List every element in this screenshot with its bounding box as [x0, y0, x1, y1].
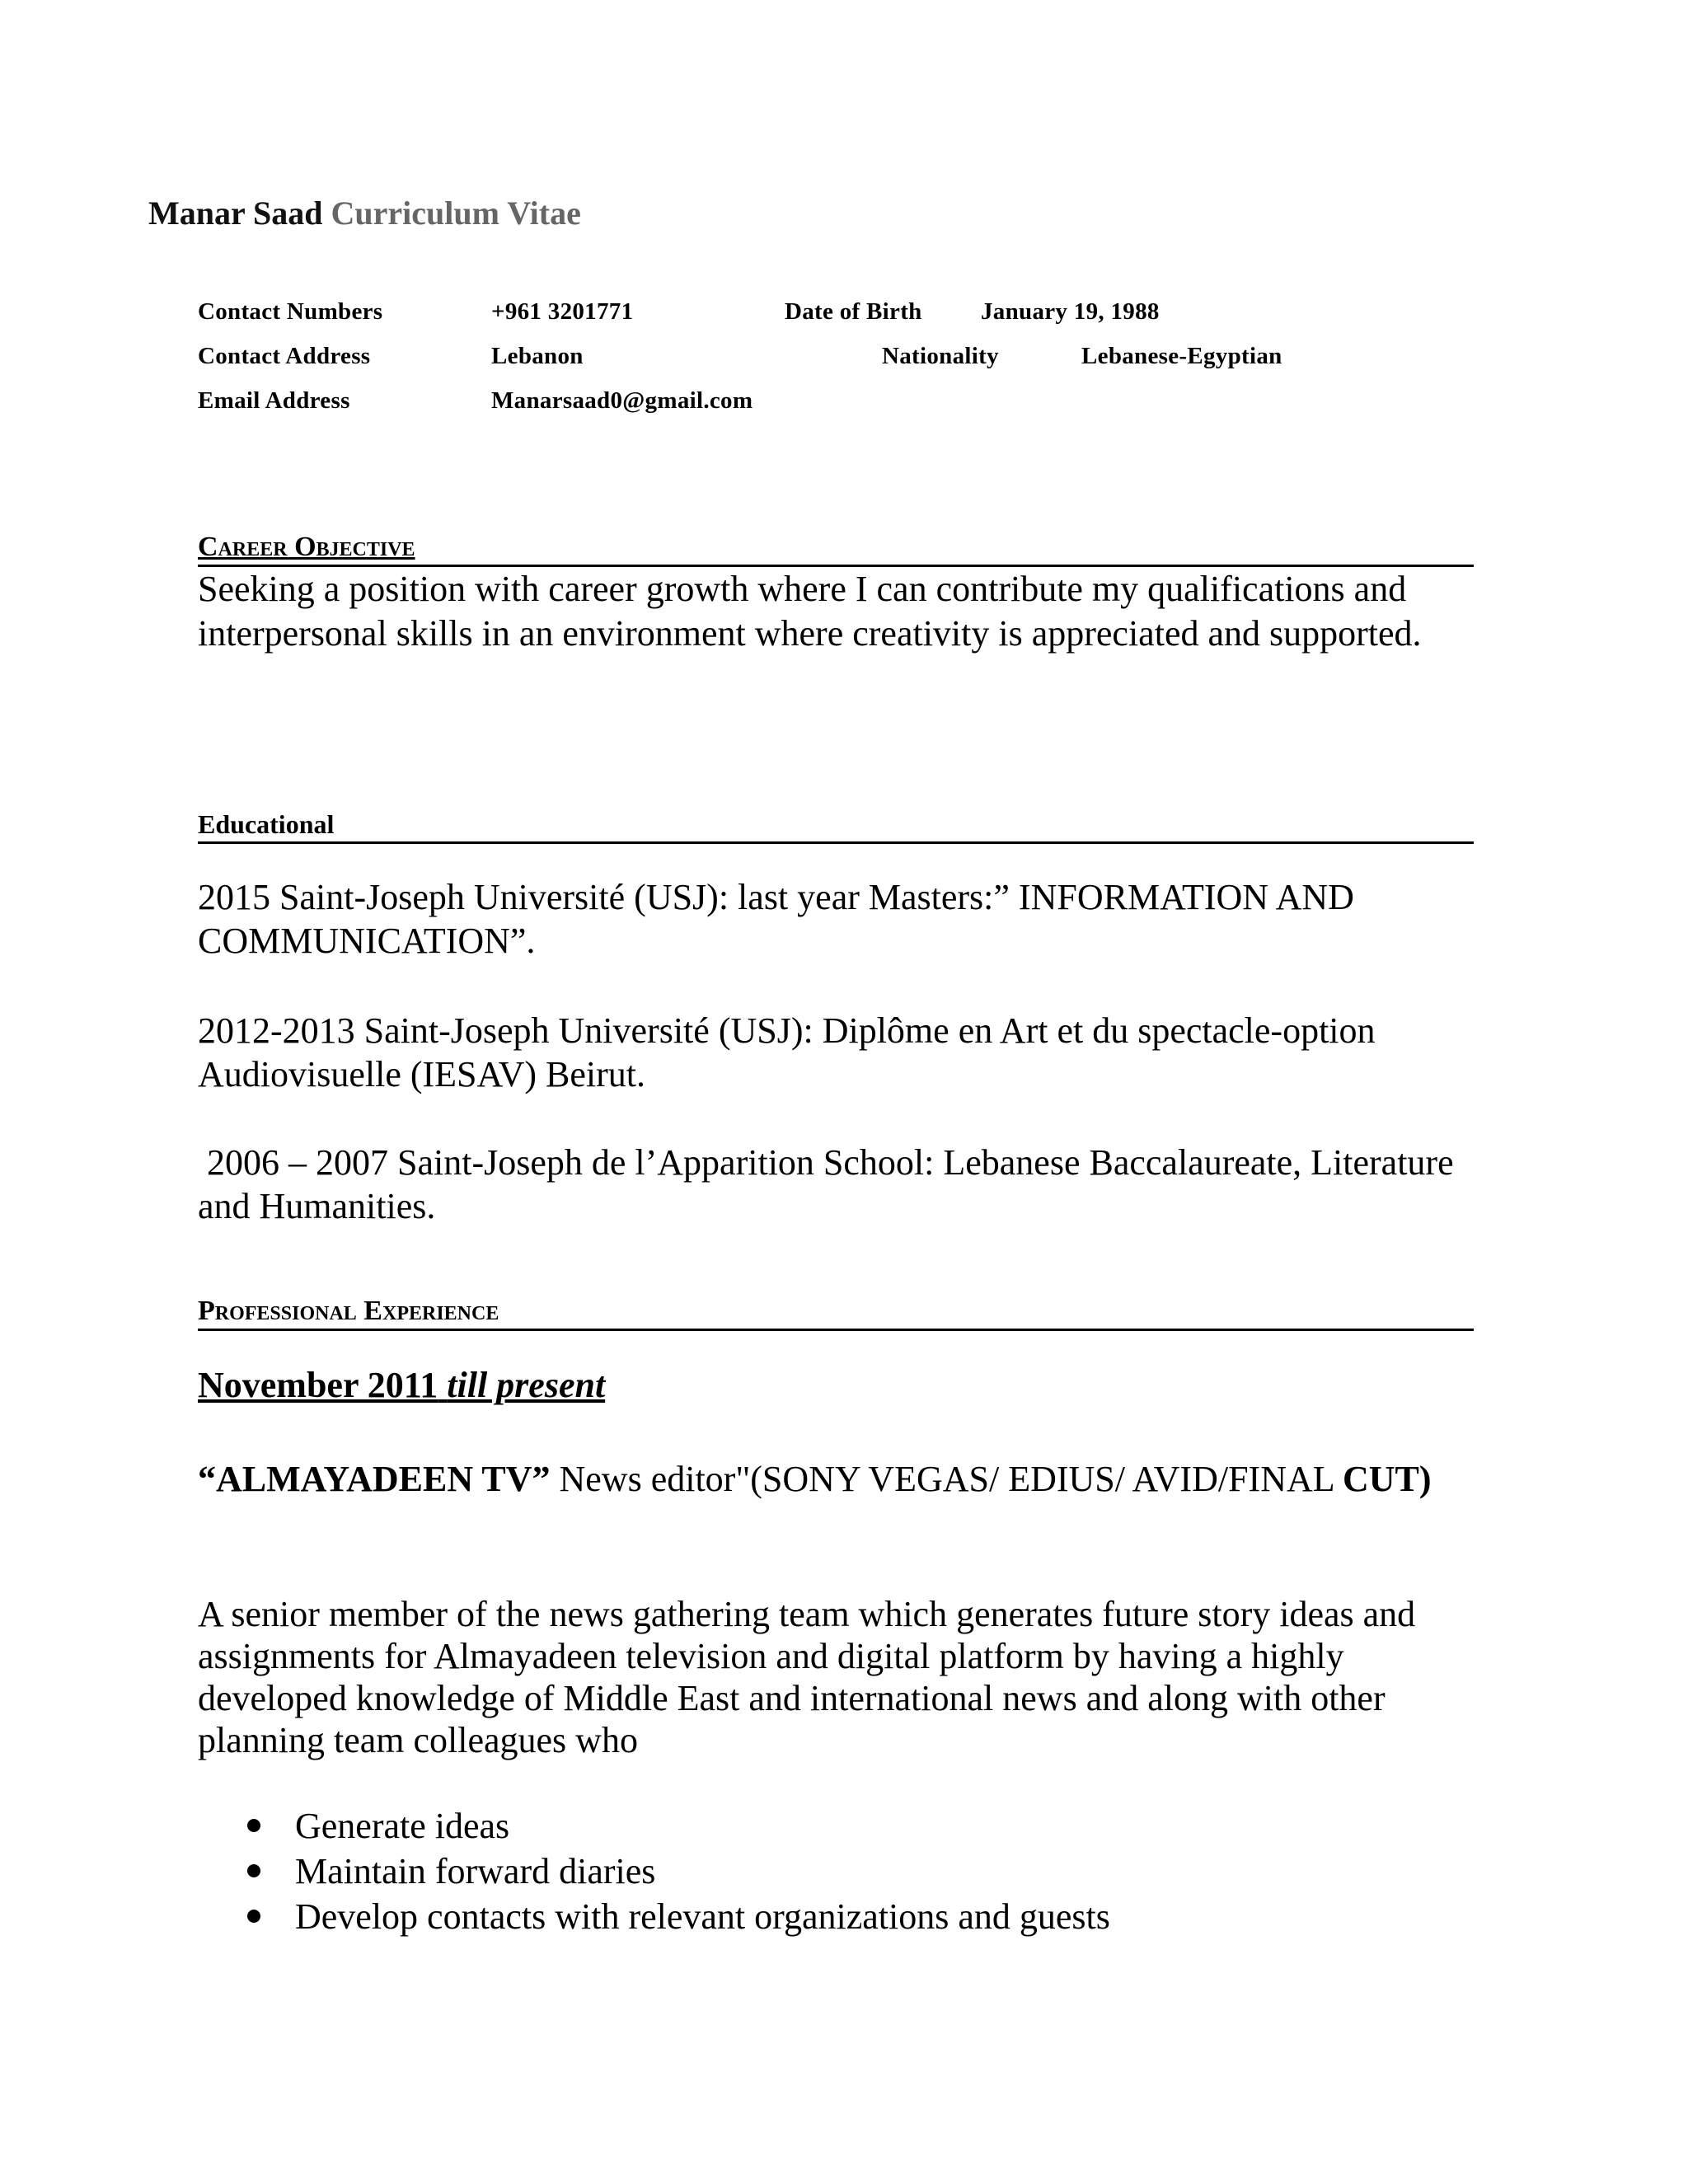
bullet-icon: [247, 1864, 260, 1877]
contact-address-value: Lebanon: [491, 343, 584, 369]
education-heading: Educational: [198, 809, 1474, 844]
education-item: 2015 Saint-Joseph Université (USJ): last year Masters:” INFORMATION AND COMMUNICATION”.: [198, 877, 1354, 961]
experience-heading: Professional Experience: [198, 1296, 1474, 1331]
period-start: November 2011: [198, 1365, 438, 1405]
employer-name: “ALMAYADEEN TV”: [198, 1459, 551, 1499]
contact-numbers-value: +961 3201771: [491, 298, 634, 325]
duties-list: [198, 1803, 1110, 1939]
list-item: [198, 1849, 1110, 1894]
duty-text: Generate ideas: [295, 1806, 510, 1846]
career-objective-heading: [198, 532, 1474, 567]
experience-period: [198, 1364, 605, 1406]
bullet-icon: [247, 1819, 260, 1832]
email-label: Email Address: [198, 387, 350, 414]
nationality-label: Nationality: [882, 343, 999, 369]
education-item: 2012-2013 Saint-Joseph Université (USJ): Diplôme en Art et du spectacle-option Audiovisuelle (IESAV) Beirut.: [198, 1010, 1376, 1094]
bullet-icon: [247, 1910, 260, 1923]
job-role-end: CUT): [1343, 1459, 1432, 1499]
employer-line: [198, 1457, 1484, 1502]
duty-text: Develop contacts with relevant organizations and guests: [295, 1896, 1110, 1937]
cv-header: [148, 194, 581, 232]
list-item: [198, 1894, 1110, 1939]
date-of-birth-label: Date of Birth: [785, 298, 922, 325]
date-of-birth-value: January 19, 1988: [981, 298, 1160, 325]
contact-numbers-label: Contact Numbers: [198, 298, 383, 325]
job-description: A senior member of the news gathering team which generates future story ideas and assignments for Almayadeen television and digital platform by having a highly developed knowledge of Middle East and international news and along with other planning team colleagues who: [198, 1594, 1416, 1760]
candidate-name: Manar Saad: [148, 194, 323, 232]
education-item: 2006 – 2007 Saint-Joseph de l’Apparition School: Lebanese Baccalaureate, Literature and Humanities.: [198, 1142, 1463, 1226]
document-title: Curriculum Vitae: [331, 194, 581, 232]
period-end: till present: [447, 1365, 606, 1405]
career-objective-heading-text: Career Objective: [198, 532, 415, 562]
list-item: [198, 1803, 1110, 1849]
email-value: Manarsaad0@gmail.com: [491, 387, 753, 414]
job-role: News editor"(SONY VEGAS/ EDIUS/ AVID/FINAL: [550, 1459, 1343, 1499]
nationality-value: Lebanese-Egyptian: [1081, 343, 1282, 369]
contact-address-label: Contact Address: [198, 343, 371, 369]
career-objective-text: Seeking a position with career growth where I can contribute my qualifications and interpersonal skills in an environment where creativity is appreciated and supported.: [198, 569, 1422, 654]
duty-text: Maintain forward diaries: [295, 1851, 656, 1891]
